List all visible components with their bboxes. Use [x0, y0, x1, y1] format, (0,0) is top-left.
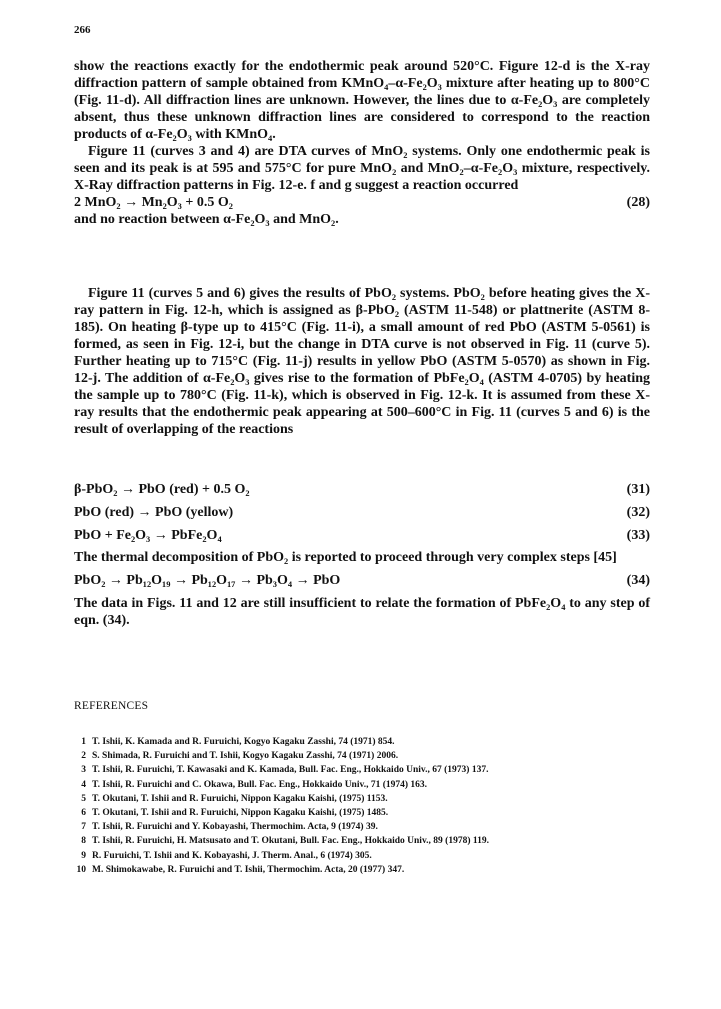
reference-number: 8	[81, 836, 86, 847]
equation-text: 2 MnO₂ → Mn₂O₃ + 0.5 O₂	[74, 195, 233, 210]
equation-text: PbO (red) → PbO (yellow)	[74, 505, 234, 520]
equation-number: (32)	[626, 505, 650, 520]
paragraph-5: The thermal decomposition of PbO₂ is reported to proceed through very complex steps [45]	[74, 550, 617, 565]
reference-item	[74, 820, 654, 834]
equation-32	[74, 504, 650, 521]
reference-number: 9	[81, 850, 86, 861]
paragraph-4: Figure 11 (curves 5 and 6) gives the results of PbO₂ systems. PbO₂ before heating gives the X-ray pattern in Fig. 12-h, which is assigned as β-PbO₂ (ASTM 11-548) or plattnerite (ASTM 8-185). On heating β-type up to 415°C (Fig. 11-i), a small amount of red PbO (ASTM 5-0561) is formed, as seen in Fig. 12-i, but the change in DTA curve is not observed in Fig. 11 (curve 5). Further heating up to 715°C (Fig. 11-j) results in yellow PbO (ASTM 5-0570) as shown in Fig. 12-j. The addition of α-Fe₂O₃ gives rise to the formation of PbFe₂O₄ (ASTM 4-0705) by heating the sample up to 780°C (Fig. 11-k), which is observed in Fig. 12-k. It is assumed from these X-ray results that the endothermic peak appearing at 500–600°C in Fig. 11 (curves 5 and 6) is the result of overlapping of the reactions	[74, 286, 650, 437]
equation-text: β-PbO₂ → PbO (red) + 0.5 O₂	[74, 482, 250, 497]
reference-number: 10	[76, 864, 86, 875]
reference-text: R. Furuichi, T. Ishii and K. Kobayashi, J. Therm. Anal., 6 (1974) 305.	[92, 850, 372, 861]
reference-item	[74, 778, 654, 792]
reference-text: T. Ishii, K. Kamada and R. Furuichi, Kogyo Kagaku Zasshi, 74 (1971) 854.	[92, 737, 395, 747]
reference-text: M. Shimokawabe, R. Furuichi and T. Ishii, Thermochim. Acta, 20 (1977) 347.	[92, 864, 405, 875]
reference-item	[74, 749, 654, 763]
reference-text: T. Ishii, R. Furuichi, H. Matsusato and T. Okutani, Bull. Fac. Eng., Hokkaido Univ., 89 (1978) 119.	[92, 836, 489, 847]
equation-28	[74, 194, 650, 211]
reference-text: T. Ishii, R. Furuichi and C. Okawa, Bull. Fac. Eng., Hokkaido Univ., 71 (1974) 163.	[92, 779, 428, 790]
paragraph-1: show the reactions exactly for the endothermic peak around 520°C. Figure 12-d is the X-ray diffraction pattern of sample obtained from KMnO₄–α-Fe₂O₃ mixture after heating up to 800°C (Fig. 11-d). All diffraction lines are unknown. However, the lines due to α-Fe₂O₃ are completely absent, thus these unknown diffraction lines are considered to correspond to the reaction products of α-Fe₂O₃ with KMnO₄.	[74, 59, 650, 142]
equation-33	[74, 527, 650, 544]
paragraph-6: The data in Figs. 11 and 12 are still insufficient to relate the formation of PbFe₂O₄ to any step of eqn. (34).	[74, 596, 650, 628]
equation-31	[74, 481, 650, 498]
body-text-middle	[74, 285, 650, 438]
reference-number: 4	[81, 779, 86, 790]
reference-item	[74, 735, 654, 749]
reference-text: T. Ishii, R. Furuichi and Y. Kobayashi, Thermochim. Acta, 9 (1974) 39.	[92, 822, 378, 833]
reference-item	[74, 763, 654, 777]
reference-item	[74, 863, 654, 877]
equation-number: (28)	[626, 195, 650, 210]
reference-item	[74, 806, 654, 820]
reference-number: 7	[81, 822, 86, 833]
body-text-lower	[74, 481, 650, 629]
body-text-upper	[74, 58, 650, 228]
equation-number: (33)	[626, 528, 650, 543]
paragraph-3: and no reaction between α-Fe₂O₃ and MnO₂.	[74, 212, 339, 227]
equation-text: PbO₂ → Pb₁₂O₁₉ → Pb₁₂O₁₇ → Pb₃O₄ → PbO	[74, 573, 341, 588]
equation-34	[74, 572, 650, 589]
reference-number: 1	[81, 737, 86, 747]
equation-number: (34)	[626, 573, 650, 588]
references-heading: REFERENCES	[74, 700, 149, 712]
reference-item	[74, 792, 654, 806]
reference-number: 2	[81, 751, 86, 762]
reference-text: T. Ishii, R. Furuichi, T. Kawasaki and K. Kamada, Bull. Fac. Eng., Hokkaido Univ., 67 (1973) 137.	[92, 765, 489, 776]
reference-text: S. Shimada, R. Furuichi and T. Ishii, Kogyo Kagaku Zasshi, 74 (1971) 2006.	[92, 751, 399, 762]
reference-text: T. Okutani, T. Ishii and R. Furuichi, Nippon Kagaku Kaishi, (1975) 1485.	[92, 808, 389, 819]
reference-number: 3	[81, 765, 86, 776]
references-list	[74, 735, 654, 877]
equation-text: PbO + Fe₂O₃ → PbFe₂O₄	[74, 528, 222, 543]
page-number: 266	[74, 24, 91, 36]
equation-number: (31)	[626, 482, 650, 497]
reference-item	[74, 849, 654, 863]
reference-text: T. Okutani, T. Ishii and R. Furuichi, Nippon Kagaku Kaishi, (1975) 1153.	[92, 793, 388, 804]
paragraph-2: Figure 11 (curves 3 and 4) are DTA curves of MnO₂ systems. Only one endothermic peak is seen and its peak is at 595 and 575°C for pure MnO₂ and MnO₂–α-Fe₂O₃ mixture, respectively. X-Ray diffraction patterns in Fig. 12-e. f and g suggest a reaction occurred	[74, 144, 650, 193]
reference-number: 5	[81, 793, 86, 804]
reference-item	[74, 834, 654, 848]
reference-number: 6	[81, 808, 86, 819]
